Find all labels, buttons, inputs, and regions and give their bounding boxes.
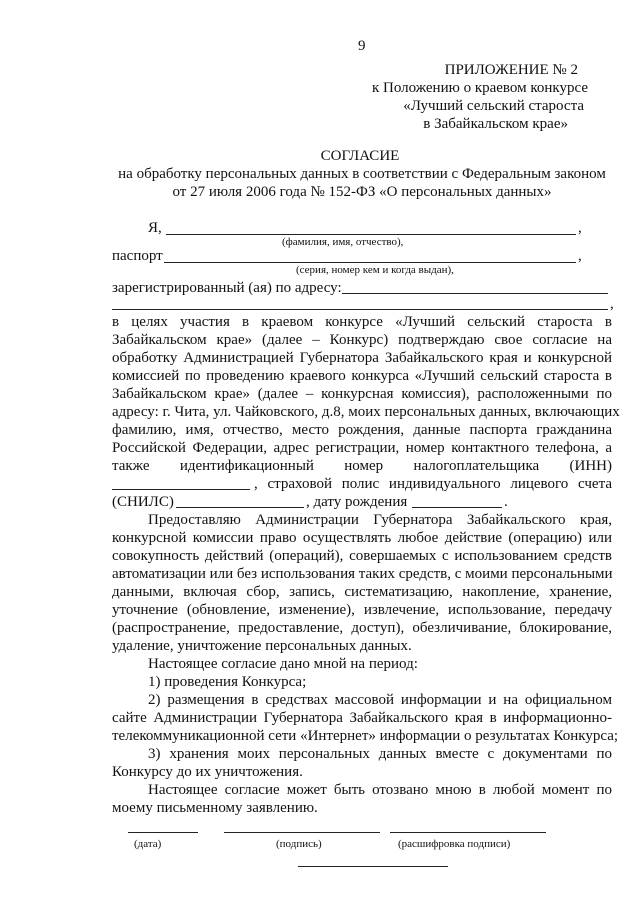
document-subtitle-2: от 27 июля 2006 года № 152-ФЗ «О персональных данных» [172, 184, 552, 200]
grant-line: автоматизации или без использования таких средств, с моими персональными [112, 566, 613, 582]
address-line[interactable] [342, 293, 608, 294]
body-line: фамилию, имя, отчество, место рождения, данные паспорта гражданина [112, 422, 612, 438]
appendix-line-2: «Лучший сельский староста [403, 98, 584, 114]
revoke-line: моему письменному заявлению. [112, 800, 318, 816]
address-line-2[interactable] [112, 309, 608, 310]
body-line: комиссией по проведению краевого конкурса «Лучший сельский староста в [112, 368, 612, 384]
snils-label: (СНИЛС) [112, 494, 174, 510]
separator-line [298, 866, 448, 867]
grant-line: совокупность действий (операций), совершаемых с использованием средств [112, 548, 612, 564]
signature-decode-line[interactable] [390, 832, 546, 833]
birth-date-line[interactable] [412, 507, 502, 508]
body-line: адресу: г. Чита, ул. Чайковского, д.8, моих персональных данных, включающих [112, 404, 620, 420]
document-title: СОГЛАСИЕ [320, 148, 400, 164]
body-line: также идентификационный номер налогоплательщика (ИНН) [112, 458, 612, 474]
date-hint: (дата) [134, 838, 162, 850]
grant-line: данными, включая сбор, запись, систематизацию, накопление, хранение, [112, 584, 612, 600]
grant-line: Предоставляю Администрации Губернатора Забайкальского края, [148, 512, 612, 528]
i-label: Я, [148, 220, 162, 236]
passport-comma: , [578, 248, 582, 264]
body-line: Забайкальском крае» (далее – конкурсная комиссия), расположенными по [112, 386, 612, 402]
fio-line[interactable] [166, 234, 576, 235]
period-intro: Настоящее согласие дано мной на период: [148, 656, 418, 672]
body-line: в целях участия в краевом конкурсе «Лучший сельский староста в [112, 314, 612, 330]
grant-line: конкурсной комиссии право осуществлять любое действие (операцию) или [112, 530, 612, 546]
appendix-line-3: в Забайкальском крае» [423, 116, 568, 132]
inn-line[interactable] [112, 489, 250, 490]
date-line[interactable] [128, 832, 198, 833]
period-item: сайте Администрации Губернатора Забайкальского края в информационно- [112, 710, 612, 726]
period-item: телекоммуникационной сети «Интернет» информации о результатах Конкурса; [112, 728, 619, 744]
passport-line[interactable] [164, 262, 576, 263]
grant-line: (распространение, предоставление, доступ), обезличивание, блокирование, [112, 620, 612, 636]
period-item: 1) проведения Конкурса; [148, 674, 307, 690]
grant-line: удаление, уничтожение персональных данных. [112, 638, 412, 654]
body-line: Российской Федерации, адрес регистрации, номер контактного телефона, а [112, 440, 612, 456]
body-line: Забайкальском крае» (далее – Конкурс) подтверждаю свое согласие на [112, 332, 612, 348]
document-subtitle-1: на обработку персональных данных в соответствии с Федеральным законом [118, 166, 606, 182]
fio-hint: (фамилия, имя, отчество), [282, 236, 404, 248]
address-comma: , [610, 296, 614, 312]
page-number: 9 [358, 38, 366, 54]
birth-period: . [504, 494, 508, 510]
appendix-line-1: к Положению о краевом конкурсе [371, 80, 588, 96]
fio-comma: , [578, 220, 582, 236]
signature-hint: (подпись) [276, 838, 322, 850]
period-item: Конкурсу до их уничтожения. [112, 764, 303, 780]
period-item: 2) размещения в средствах массовой информации и на официальном [148, 692, 612, 708]
inn-tail: , страховой полис индивидуального лицевого счета [254, 476, 612, 492]
period-item: 3) хранения моих персональных данных вместе с документами по [148, 746, 612, 762]
body-line: обработку Администрацией Губернатора Забайкальского края и конкурсной [112, 350, 612, 366]
passport-hint: (серия, номер кем и когда выдан), [296, 264, 454, 276]
revoke-line: Настоящее согласие может быть отозвано мною в любой момент по [148, 782, 612, 798]
passport-label: паспорт [112, 248, 163, 264]
birth-label: , дату рождения [306, 494, 408, 510]
snils-line[interactable] [176, 507, 304, 508]
registered-label: зарегистрированный (ая) по адресу: [112, 280, 342, 296]
grant-line: уточнение (обновление, изменение), извлечение, использование, передачу [112, 602, 612, 618]
signature-decode-hint: (расшифровка подписи) [398, 838, 511, 850]
appendix-title: ПРИЛОЖЕНИЕ № 2 [444, 62, 578, 78]
signature-line[interactable] [224, 832, 380, 833]
